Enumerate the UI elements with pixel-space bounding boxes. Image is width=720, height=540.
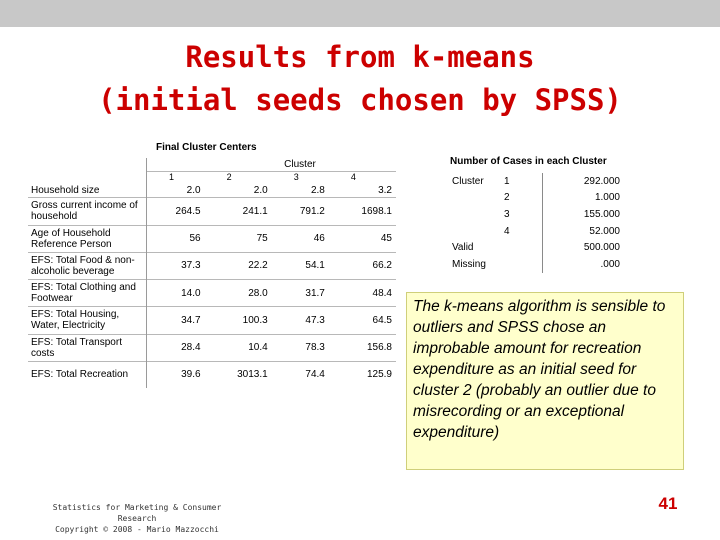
row-value: 292.000 (583, 175, 620, 187)
top-bar (0, 0, 720, 27)
table-cell: 125.9 (329, 361, 396, 388)
column-header-2: 2 (205, 172, 272, 185)
row-cluster-number: 2 (500, 190, 543, 207)
table-cell: 28.4 (147, 334, 205, 361)
row-group-label: Valid (452, 242, 474, 254)
column-header-3: 3 (272, 172, 329, 185)
table-cell: 54.1 (272, 252, 329, 279)
table-row (448, 206, 624, 223)
final-cluster-centers-title: Final Cluster Centers (156, 142, 257, 153)
cluster-header: Cluster (284, 159, 316, 171)
table-cell: 100.3 (205, 307, 272, 334)
row-label: Age of Household Reference Person (28, 225, 147, 252)
row-value: 155.000 (583, 209, 620, 221)
table-cell: 47.3 (272, 307, 329, 334)
table-cell: 3013.1 (205, 361, 272, 388)
footer-line-1: Statistics for Marketing & Consumer Research (52, 503, 222, 523)
table-row (28, 252, 396, 279)
row-label: Household size (28, 184, 147, 198)
table-cell: 1698.1 (329, 198, 396, 225)
row-value: 1.000 (594, 192, 620, 204)
table-cell: 39.6 (147, 361, 205, 388)
table-cell: 3.2 (378, 185, 392, 197)
table-cell: 37.3 (147, 252, 205, 279)
table-cell: 22.2 (205, 252, 272, 279)
table-row (28, 280, 396, 307)
row-group-label: Cluster (452, 175, 484, 187)
row-cluster-number: 3 (500, 206, 543, 223)
table-cell: 791.2 (272, 198, 329, 225)
table-cell: 10.4 (205, 334, 272, 361)
row-value: 52.000 (589, 225, 620, 237)
number-of-cases-table (448, 173, 624, 273)
row-group-label (448, 223, 500, 240)
row-cluster-number (500, 256, 543, 273)
table-cell: 2.0 (186, 185, 201, 197)
row-label: EFS: Total Housing, Water, Electricity (28, 307, 147, 334)
row-label: EFS: Total Recreation (28, 361, 147, 388)
table-cell: 2.0 (253, 185, 268, 197)
table-cell: 34.7 (147, 307, 205, 334)
row-label: Gross current income of household (28, 198, 147, 225)
table-cell: 75 (205, 225, 272, 252)
table-cell: 48.4 (329, 280, 396, 307)
table-row (448, 190, 624, 207)
row-label: EFS: Total Clothing and Footwear (28, 280, 147, 307)
table-cell: 2.8 (310, 185, 325, 197)
title-line-2: (initial seeds chosen by SPSS) (98, 83, 622, 117)
table-row (28, 225, 396, 252)
table-cell: 31.7 (272, 280, 329, 307)
page-number: 41 (658, 494, 678, 513)
row-cluster-number (500, 240, 543, 257)
slide-title (0, 36, 720, 122)
table-cell: 156.8 (329, 334, 396, 361)
table-row (448, 223, 624, 240)
table-row (28, 361, 396, 388)
table-cell: 28.0 (205, 280, 272, 307)
row-label: EFS: Total Food & non-alcoholic beverage (28, 252, 147, 279)
footer-line-2: Copyright © 2008 - Mario Mazzocchi (55, 525, 219, 534)
table-cell: 45 (329, 225, 396, 252)
table-row (448, 173, 624, 190)
table-row (28, 198, 396, 225)
row-cluster-number: 4 (500, 223, 543, 240)
table-cell: 264.5 (147, 198, 205, 225)
column-header-1: 1 (147, 172, 205, 185)
table-row (28, 334, 396, 361)
footer (32, 502, 242, 535)
row-label: EFS: Total Transport costs (28, 334, 147, 361)
final-cluster-centers-table (28, 158, 396, 388)
table-cell: 46 (272, 225, 329, 252)
title-line-1: Results from k-means (185, 40, 535, 74)
row-group-label: Missing (452, 259, 486, 271)
table-row (448, 240, 624, 257)
row-cluster-number: 1 (500, 173, 543, 190)
table-row (28, 184, 396, 198)
table-cell: 78.3 (272, 334, 329, 361)
table-cell: 66.2 (329, 252, 396, 279)
table-cell: 56 (147, 225, 205, 252)
table-row (448, 256, 624, 273)
table-cell: 14.0 (147, 280, 205, 307)
row-group-label (448, 190, 500, 207)
table-cell: 64.5 (329, 307, 396, 334)
row-value: .000 (600, 259, 620, 271)
row-group-label (448, 206, 500, 223)
number-of-cases-title: Number of Cases in each Cluster (450, 156, 607, 167)
explanation-note: The k-means algorithm is sensible to outliers and SPSS chose an improbable amount for recreation expenditure as an initial seed for cluster 2 (probably an outlier due to misrecording or an exceptional expenditure) (406, 292, 684, 470)
table-cell: 74.4 (272, 361, 329, 388)
column-header-4: 4 (329, 172, 396, 185)
row-value: 500.000 (583, 242, 620, 254)
table-cell: 241.1 (205, 198, 272, 225)
table-row (28, 307, 396, 334)
